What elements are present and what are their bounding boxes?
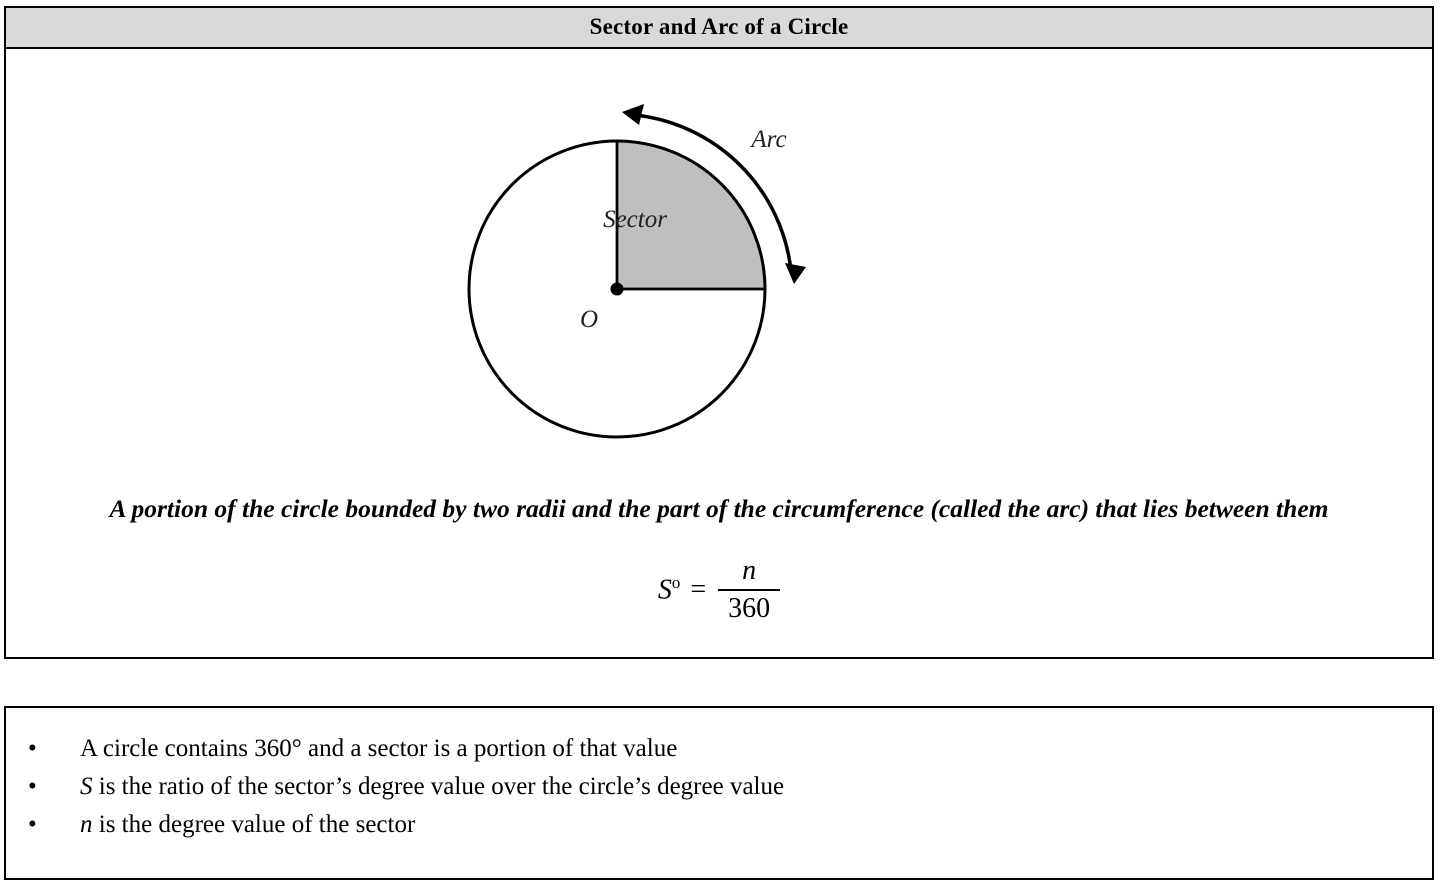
center-point (611, 283, 624, 296)
formula-lhs-symbol: S (657, 574, 672, 606)
list-item (6, 768, 1432, 806)
list-item-text: is the degree value of the sector (92, 811, 416, 838)
center-label: O (579, 306, 599, 333)
list-item-text: is the ratio of the sector’s degree value over the circle’s degree value (92, 773, 785, 800)
bullet-icon: • (28, 773, 37, 800)
sector-formula (6, 557, 1432, 623)
list-item-text: A circle contains 360° and a sector is a portion of that value (80, 735, 678, 762)
definition-caption: A portion of the circle bounded by two radii and the part of the circumference (called the arc) that lies between them (109, 494, 1329, 523)
list-item (6, 730, 1432, 768)
list-item-variable: n (80, 811, 93, 838)
arc-arrow-head-right (785, 263, 806, 284)
page-title: Sector and Arc of a Circle (6, 8, 1432, 49)
bullet-icon: • (28, 811, 37, 838)
formula-lhs (658, 573, 681, 606)
formula-fraction (718, 557, 780, 623)
formula-equals: = (690, 574, 707, 605)
sector-label: Sector (603, 206, 667, 233)
formula-degree-symbol: o (671, 573, 681, 593)
list-item (6, 806, 1432, 844)
arc-label: Arc (751, 126, 787, 153)
arc-arrow-head-left (622, 104, 644, 125)
formula-denominator: 360 (728, 593, 771, 624)
bullet-icon: • (28, 735, 37, 762)
formula-numerator: n (742, 555, 757, 586)
list-item-variable: S (80, 773, 93, 800)
main-card (4, 6, 1434, 659)
notes-card (4, 706, 1434, 880)
notes-list (6, 708, 1432, 844)
circle-diagram-svg (439, 59, 999, 479)
figure-container (6, 49, 1432, 489)
circle-diagram (6, 59, 1432, 479)
card-body (6, 49, 1432, 623)
